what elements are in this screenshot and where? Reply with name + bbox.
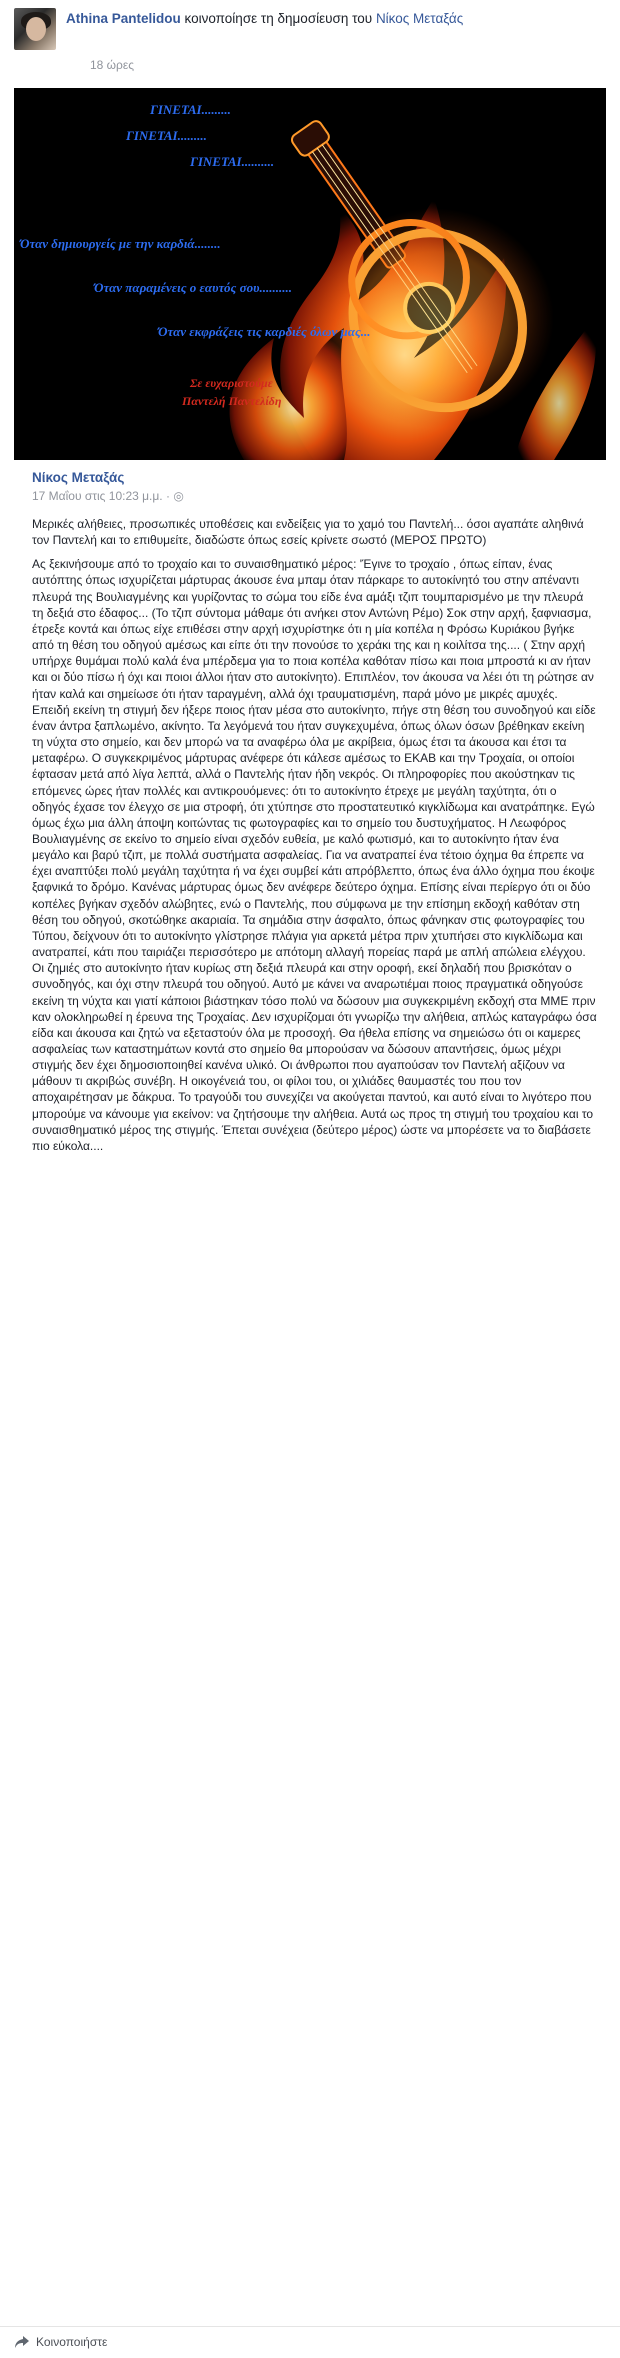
banner-signature-2: Παντελή Παντελίδη <box>182 394 282 408</box>
banner-line-6: Όταν εκφράζεις τις καρδιές όλων μας... <box>158 324 371 339</box>
banner-line-4: Όταν δημιουργείς με την καρδιά........ <box>20 236 221 251</box>
avatar[interactable] <box>14 8 56 50</box>
post-main-text: Ας ξεκινήσουμε από το τροχαίο και το συναισθηματικό μέρος: 'Έγινε το τροχαίο , όπως είπαν, ένας αυτόπτης όπως ισχυρίζεται μάρτυρας άκουσε ένα μπαμ όταν πάρκαρε το αυτοκίνητό του στην απέναντι πλευρά της Βουλιαγμένης και γυρίζοντας το σώμα του είδε ένα αμάξι τζιπ τουμπαρισμένο με την πλευρά τη δεξιά στο έδαφος... (Το τζιπ σύντομα μάθαμε ότι ανήκει στον Αντώνη Ρέμο) Σοκ στην αρχή, ξαφνιασμα, έτρεξε κοντά και όπως είχε επιθέσει στην αρχή ισχυρίστηκε ότι η μία κοπέλα η Φρόσω Κυριάκου βγήκε από τη θέση του οδηγού αμέσως και είπε ότι την πονούσε το χεράκι της και η κοιλίτσα της.... ( Στην αρχή υπήρχε θυμάμαι πολύ καλά ένα μπέρδεμα για το ποια κοπέλα καθόταν πίσω και ποια μπροστά κι αν ήταν και οι δύο πίσω ή όχι και ποιοι άλλοι ήταν στο αυτοκίνητο). Επιπλέον, τον άκουσα να λέει ότι τη ρώτησε αν ήταν καλά και σημείωσε ότι ήταν ταραγμένη, αλλά όχι τραυματισμένη, παρά μόνο με μικρές αμυχές. Επειδή εκείνη τη στιγμή δεν ήξερε ποιος ήταν μέσα στο αυτοκίνητο, πήγε στη θέση του συνοδηγού και είδε έναν άντρα ξαπλωμένο, ακίνητο. Τα λεγόμενά του ήταν συγκεχυμένα, όπως όλων όσων βρέθηκαν εκείνη τη νύχτα στο σημείο, και δεν μπορώ να τα αναφέρω όλα με ακρίβεια, όμως έτσι τα άκουσα και έτσι τα μεταφέρω. Ο συγκεκριμένος μάρτυρας ανέφερε ότι κάλεσε αμέσως το ΕΚΑΒ και την Τροχαία, οι οποίοι έφτασαν μετά από λίγα λεπτά, αλλά ο Παντελής ήταν ήδη νεκρός. Οι πληροφορίες που ακούστηκαν τις επόμενες ώρες ήταν πολλές και αντικρουόμενες: ότι το αυτοκίνητο έτρεχε με μεγάλη ταχύτητα, ότι ο οδηγός έχασε τον έλεγχο σε μια στροφή, ότι χτύπησε στο προστατευτικό κιγκλίδωμα και ανατράπηκε. Εγώ όμως έχω μια άλλη άποψη κοιτώντας τις φωτογραφίες και το σημείο του δυστυχήματος. Η Λεωφόρος Βουλιαγμένης σε εκείνο το σημείο είναι σχεδόν ευθεία, με καλό φωτισμό, και το αυτοκίνητο ήταν ένα μεγάλο και βαρύ τζιπ, με πολλά συστήματα ασφαλείας. Για να ανατραπεί ένα τέτοιο όχημα θα έπρεπε να έχει αναπτύξει πολύ μεγάλη ταχύτητα ή να έχει συμβεί κάτι απρόβλεπτο, όπως ένα άλλο όχημα που έκοψε ξαφνικά το δρόμο. Κανένας μάρτυρας όμως δεν ανέφερε δεύτερο όχημα. Επίσης είναι περίεργο ότι οι δύο κοπέλες βγήκαν σχεδόν αλώβητες, ενώ ο Παντελής, που σύμφωνα με την επίσημη εκδοχή καθόταν στη θέση του οδηγού, σκοτώθηκε ακαριαία. Τα σημάδια στην άσφαλτο, όπως φάνηκαν στις φωτογραφίες του Τύπου, δείχνουν ότι το αυτοκίνητο γλίστρησε πλάγια για αρκετά μέτρα πριν χτυπήσει στο κιγκλίδωμα και ανατραπεί, κάτι που ταιριάζει περισσότερο με απότομη αλλαγή πορείας παρά με απλή απώλεια ελέγχου. Οι ζημιές στο αυτοκίνητο ήταν κυρίως στη δεξιά πλευρά και στην οροφή, εκεί δηλαδή που βρισκόταν ο συνοδηγός, και όχι στην πλευρά του οδηγού. Αυτό με κάνει να αναρωτιέμαι ποιος πραγματικά οδηγούσε εκείνη τη νύχτα και γιατί κάποιοι βιάστηκαν τόσο πολύ να δώσουν μια συγκεκριμένη εκδοχή στα ΜΜΕ πριν καν ολοκληρωθεί η έρευνα της Τροχαίας. Δεν ισχυρίζομαι ότι γνωρίζω την αλήθεια, απλώς καταγράφω όσα είδα και άκουσα και ζητώ να εξεταστούν όλα με προσοχή. Θα ήθελα επίσης να σημειώσω ότι οι καμερες ασφαλείας των καταστημάτων κοντά στο σημείο θα μπορούσαν να δώσουν απαντήσεις, όμως μέχρι στιγμής δεν έχει δημοσιοποιηθεί κανένα υλικό. Οι άνθρωποι που αγαπούσαν τον Παντελή αξίζουν να μάθουν τι ακριβώς συνέβη. Η οικογένειά του, οι φίλοι του, οι χιλιάδες θαυμαστές του που τον αποχαιρέτησαν με δάκρυα. Το τραγούδι του συνεχίζει να ακούγεται παντού, και αυτό είναι το λιγότερο που μπορούμε να κάνουμε για εκείνον: να ζητήσουμε την αλήθεια. Αυτά ως προς τη στιγμή του τροχαίου και το συναισθηματικό μέρος της στιγμής. Έπεται συνέχεια (δεύτερο μέρος) ώστε να μπορέσετε να το διαβάσετε πιο εύκολα.... <box>32 557 597 1153</box>
share-label: Κοινοποιήστε <box>36 2335 108 2349</box>
post-body <box>32 516 598 2318</box>
post-timestamp[interactable] <box>32 489 184 503</box>
globe-icon: · ◎ <box>165 489 184 503</box>
post-intro: Μερικές αλήθειες, προσωπικές υποθέσεις και ενδείξεις για το χαμό του Παντελή... όσοι αγαπάτε αληθινά τον Παντελή και το επιθυμείτε, διαδώστε όπως εσείς κρίνετε σωστό (ΜΕΡΟΣ ΠΡΩΤΟ) <box>32 517 584 548</box>
post-timestamp-text: 17 Μαΐου στις 10:23 μ.μ. <box>32 489 163 503</box>
share-line <box>66 10 596 28</box>
banner-line-5: Όταν παραμένεις ο εαυτός σου.......... <box>94 280 292 295</box>
avatar-face <box>26 17 46 41</box>
share-button[interactable] <box>14 2332 107 2352</box>
banner-line-1: ΓΙΝΕΤΑΙ......... <box>150 102 231 117</box>
share-arrow-icon <box>14 2335 30 2349</box>
banner-line-2: ΓΙΝΕΤΑΙ......... <box>126 128 207 143</box>
action-divider <box>0 2326 620 2327</box>
share-timestamp[interactable]: 18 ώρες <box>90 58 135 72</box>
share-action-text: κοινοποίησε τη δημοσίευση του <box>184 11 373 26</box>
original-author-link[interactable]: Νίκος Μεταξάς <box>375 11 464 26</box>
banner-signature-1: Σε ευχαριστούμε <box>190 376 273 390</box>
shared-image[interactable] <box>14 88 606 460</box>
post-author-link[interactable]: Νίκος Μεταξάς <box>32 470 125 485</box>
share-header <box>0 0 620 80</box>
banner-line-3: ΓΙΝΕΤΑΙ.......... <box>190 154 275 169</box>
flaming-guitar-art <box>14 88 606 460</box>
sharer-name[interactable]: Athina Pantelidou <box>66 11 181 26</box>
